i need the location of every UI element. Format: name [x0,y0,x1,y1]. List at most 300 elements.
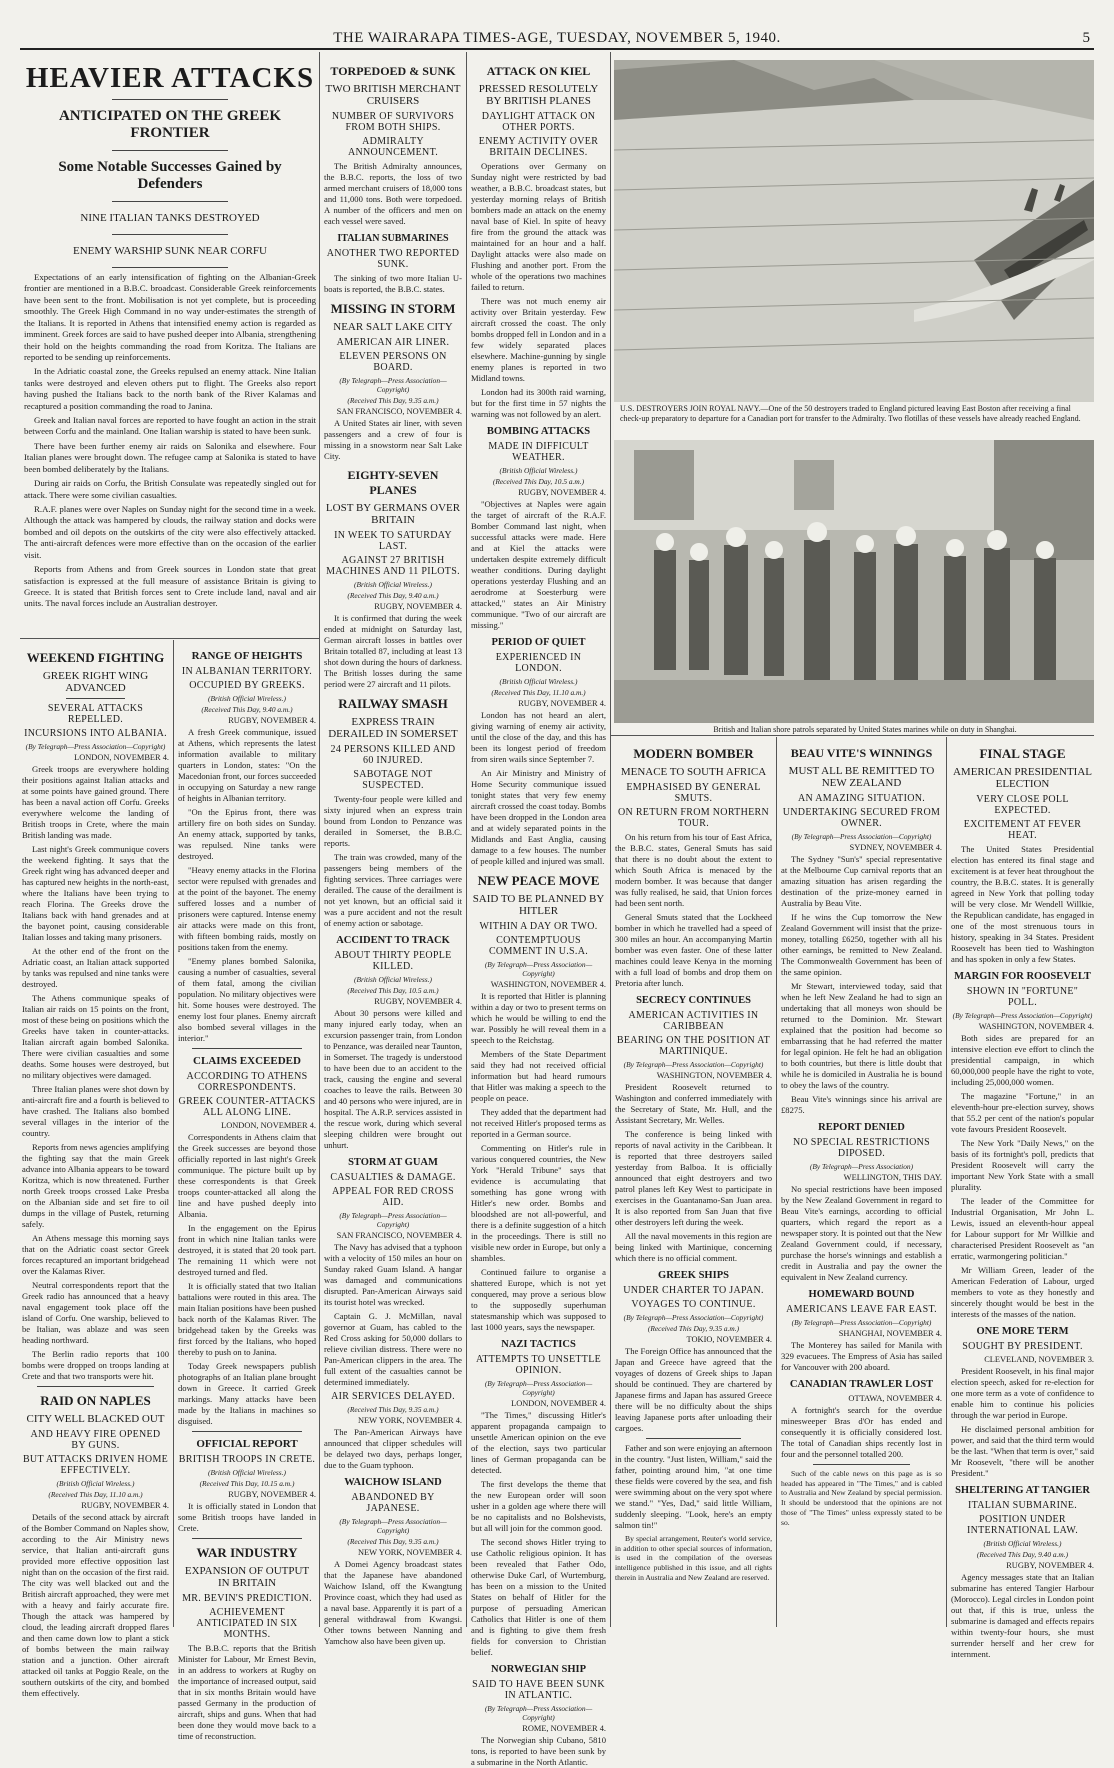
bombing-dateline: RUGBY, NOVEMBER 4. [518,488,606,497]
accident-sub-1: ABOUT THIRTY PEOPLE KILLED. [334,950,452,972]
nazi-body [471,1410,606,1658]
paragraph: Mr William Green, leader of the American Federation of Labour, urged members to vote as they honestly and sincerely thought would be best in the interests of the masses of the nation. [951,1265,1094,1319]
quiet-body [471,710,606,867]
reuter-notice [615,1534,772,1583]
accident-dateline: RUGBY, NOVEMBER 4. [374,997,462,1006]
paragraph: The train was crowded, many of the passengers being members of the fighting services. Three carriages were derailed. The cause of the derailment is not yet known, but an official said it was a pure accident and not the result of enemy action or sabotage. [324,852,462,928]
shanghai-caption: British and Italian shore patrols separated by United States marines while on duty in Shanghai. [713,725,1017,734]
bombing-received: (Received This Day, 10.5 a.m.) [492,477,585,486]
one-more-sub-1: SOUGHT BY PRESIDENT. [962,1341,1083,1352]
guam-credit: (By Telegraph—Press Association—Copyright) [339,1211,447,1229]
paragraph: Reports from news agencies amplifying the fighting say that the main Greek advance into Albania appears to be toward Koritza, which is now threatened. Further north Greek troops crossed Lake Presba on the Albanian side and set fire to oil dumps in the village of Pustek, returning safely. [22,1142,169,1229]
paragraph: "The Times," discussing Hitler's apparent propaganda campaign to unsettle American opinion on the eve of the election, says two particular lines of German propaganda can be detected. [471,1410,606,1475]
tangier-dateline: RUGBY, NOVEMBER 4. [1006,1561,1094,1570]
weekend-sub-1: SEVERAL ATTACKS REPELLED. [47,703,144,725]
railway-headline: RAILWAY SMASH [338,696,448,711]
column-rule [173,640,174,1627]
storm-deck: NEAR SALT LAKE CITY [333,321,453,333]
torpedoed-sub-1: NUMBER OF SURVIVORS FROM BOTH SHIPS. [331,111,455,133]
bomber-body [615,832,772,989]
accident-body [324,1008,462,1151]
homeward-dateline: SHANGHAI, NOVEMBER 4. [838,1329,942,1338]
waichow-headline: WAICHOW ISLAND [344,1477,442,1488]
kiel-sub-1: DAYLIGHT ATTACK ON OTHER PORTS. [481,111,596,133]
paragraph: A United States air liner, with seven passengers and a crew of four is missing in a snowstorm near Salt Lake City. [324,418,462,461]
peace-sub-2: CONTEMPTUOUS COMMENT IN U.S.A. [488,935,589,957]
storm-body [324,418,462,462]
paragraph: It is confirmed that during the week ended at midnight on Saturday last, German aircraft losses in battles over Britain totalled 87, including at least 13 shot down during the hours of darkness. The British losses during the same period were 27 aircraft and 11 pilots. [324,613,462,689]
paragraph: "Heavy enemy attacks in the Florina sector were repulsed with grenades and at the point of the bayonet. The enemy suffered losses and a number of prisoners were captured. Intense enemy air attacks were made on this front, with fifteen bombing raids, mostly on positions taken from the enemy. [178,865,316,952]
divider [37,1386,155,1387]
masthead-title: THE WAIRARAPA TIMES-AGE, TUESDAY, NOVEMBER 5, 1940. [333,30,781,46]
kiel-deck: PRESSED RESOLUTELY BY BRITISH PLANES [478,83,599,107]
winnings-sub-1: AN AMAZING SITUATION. [797,793,926,804]
accident-received: (Received This Day, 10.5 a.m.) [347,986,439,995]
paragraph: Three Italian planes were shot down by anti-aircraft fire and a fourth is believed to have crashed. The Italians also bombed several villages in the interior of the country. [22,1084,169,1138]
claims-dateline: LONDON, NOVEMBER 4. [221,1121,316,1130]
naples-received: (Received This Day, 11.10 a.m.) [48,1490,143,1499]
paragraph: In the engagement on the Epirus front in which nine Italian tanks were destroyed, it is stated that 20 took part. The remaining 11 which were not destroyed turned and fled. [178,1223,316,1277]
lead-subhead: ANTICIPATED ON THE GREEK FRONTIER [58,108,282,141]
war-industry-headline: WAR INDUSTRY [196,1545,298,1560]
paragraph: In the Adriatic coastal zone, the Greeks repulsed an enemy attack. Nine Italian tanks were destroyed and eleven others put to flight. The Greeks also report having pushed the Italians back to the north bank of the River Kalamas and recaptured a position commanding the road to Janina. [24,366,316,411]
paragraph: The leader of the Committee for Industrial Organisation, Mr John L. Lewis, issued an eleventh-hour appeal for Labour support for Mr Willkie and characterised President Roosevelt as "an erratic, warmongering politician." [951,1196,1094,1261]
father-son-item [615,1443,772,1531]
paragraph: President Roosevelt, in his final major election speech, asked for re-election for one more term as a vote of confidence to enable him to continue his policies through the war period in Europe. [951,1366,1094,1420]
paragraph: Details of the second attack by aircraft of the Bomber Command on Naples show, according to the Air Ministry news service, that Italian anti-aircraft guns provided more effective opposition last night than on the occasion of the first raid. The city was well blacked out and the British aircraft approached, they were met with a heavy and fairly accurate fire. Though the attack was hampered by cloud, the leading aircraft dropped flares and then came down low to plant a stick of bombs between the main railway station and a junction. Other aircraft attacked oil tanks at Poggio Reale, on the southern outskirts of the city, and bombed them effectively. [22,1512,169,1698]
paragraph: They added that the department had not received Hitler's proposed terms as reported in a German source. [471,1107,606,1139]
guam-headline: STORM AT GUAM [348,1157,438,1168]
submarines-sub-1: ANOTHER TWO REPORTED SUNK. [326,248,460,270]
winnings-credit: (By Telegraph—Press Association—Copyright) [791,832,932,841]
war-industry-body [178,1643,316,1742]
paragraph: No special restrictions have been imposed by the New Zealand Government in regard to Beau Vite's earnings, according to official quarters, which regard the report as a newspaper story. It is pointed out that the New Zealand Government could, if necessary, purchase the horse's winnings and establish a credit in Australia and pay the owner the equivalent in New Zealand currency. [781,1184,942,1282]
quiet-sub-1: EXPERIENCED IN LONDON. [495,652,582,674]
paragraph: An Athens message this morning says that on the Adriatic coast sector Greek forces recaptured an important bridgehead over the Kalamas River. [22,1233,169,1276]
divider [192,1048,302,1049]
divider [112,234,229,235]
paragraph: Captain G. J. McMillan, naval governor at Guam, has cabled to the Red Cross asking for 50,000 dollars to relieve civilian distress. There were no Pan-American clippers in the area. The full extent of the casualties cannot be determined immediately. [324,1311,462,1387]
paragraph: The conference is being linked with reports of naval activity in the Caribbean. It is reported that three destroyers sailed yesterday from Balboa. It is officially announced that eight destroyers and two patrol planes left Key West to participate in exercises in the Guantanamo-San Juan area. It is also reported from San Juan that five other destroyers left during the week. [615,1129,772,1227]
kiel-headline: ATTACK ON KIEL [486,64,591,78]
waichow-sub-1: ABANDONED BY JAPANESE. [351,1492,435,1514]
greek-ships-received: (Received This Day, 9.35 a.m.) [647,1324,740,1333]
tangier-received: (Received This Day, 9.40 a.m.) [976,1550,1069,1559]
paragraph: Neutral correspondents report that the Greek radio has announced that a heavy naval engagement took place off the island of Corfu. One warship, believed to be Italian, was ablaze and was seen heading northward. [22,1280,169,1345]
norwegian-sub-1: SAID TO HAVE BEEN SUNK IN ATLANTIC. [472,1679,605,1701]
divider [813,1464,910,1465]
paragraph: The Norwegian ship Cubano, 5810 tons, is reported to have been sunk by a submarine in the North Atlantic. [471,1735,606,1767]
divider [112,99,229,100]
naples-dateline: RUGBY, NOVEMBER 4. [81,1501,169,1510]
secrecy-sub-2: BEARING ON THE POSITION AT MARTINIQUE. [616,1035,771,1057]
homeward-body [781,1340,942,1373]
column-rule [610,52,611,1627]
claims-sub-2: GREEK COUNTER-ATTACKS ALL ALONG LINE. [178,1096,316,1118]
destroyer-caption: U.S. DESTROYERS JOIN ROYAL NAVY.—One of the 50 destroyers traded to England pictured leaving East Boston after receiving a final check-up preparatory to departure for a Canadian port for transfer to the Admiralty. Two flotillas of these vessels have already reached England. [620,404,1081,423]
war-industry-sub-2: ACHIEVEMENT ANTICIPATED IN SIX MONTHS. [196,1607,298,1640]
page-number: 5 [1082,30,1090,46]
naples-headline: RAID ON NAPLES [40,1393,151,1408]
paragraph: On his return from his tour of East Africa, the B.B.C. states, General Smuts has said that there is no doubt about the extent to which South Africa is menaced by the modern bomber. It was because that danger was fully realised, he said, that Union forces had been sent north. [615,832,772,908]
paragraph: Father and son were enjoying an afternoon in the country. "Just listen, William," said the father, pointing around him, "at one time these fields were covered by the sea, and fish were swimming about on the very spot where we stand." "Yes, Dad," said little William, suddenly sleeping. "Look, here's an empty salmon tin!" [615,1443,773,1530]
air-services-body [324,1427,462,1471]
range-dateline: RUGBY, NOVEMBER 4. [228,716,316,725]
bomber-deck: MENACE TO SOUTH AFRICA [620,766,767,778]
official-body [178,1501,316,1534]
peace-headline: NEW PEACE MOVE [477,873,600,888]
paragraph: About 30 persons were killed and many injured early today, when an excursion passenger train, from London to Penzance, was derailed near Taunton, in Somerset. The tragedy is understood to have been due to an accident to the track, causing the engine and several coaches to leave the rails. Between 30 and 40 persons who were injured, are in hospital. The A.R.P. services assisted in the rescue work, during which several sleeping children were brought out unhurt. [324,1008,462,1150]
report-denied-body [781,1184,942,1283]
naples-body [22,1512,169,1699]
lead-story [24,54,316,634]
naples-deck: CITY WELL BLACKED OUT [26,1413,165,1425]
submarines-headline: ITALIAN SUBMARINES [337,233,449,244]
official-dateline: RUGBY, NOVEMBER 4. [228,1490,316,1499]
paragraph: The Berlin radio reports that 100 bombs were dropped on troops landing at Crete and that two transports were hit. [22,1349,169,1381]
bombing-body [471,499,606,631]
storm-dateline: SAN FRANCISCO, NOVEMBER 4. [336,407,462,416]
claims-sub-1: ACCORDING TO ATHENS CORRESPONDENTS. [186,1071,308,1093]
one-more-body [951,1366,1094,1479]
column-bomber [615,740,772,1626]
column-rule [946,737,947,1627]
planes-credit: (British Official Wireless.) [354,580,432,589]
paragraph: The United States Presidential election has entered its final stage and excitement is at fever heat throughout the country, the B.B.C. states. It is generally agreed in New York that polling today will be very close. Mr Wendell Willkie, the Republican candidate, has engaged in one of the most strenuous tours in history, speaking in 34 States. President Roosevelt has been tied to Washington and has spoken in only a few States. [951,844,1094,964]
secrecy-dateline: WASHINGTON, NOVEMBER 4. [656,1071,772,1080]
bombing-sub-1: MADE IN DIFFICULT WEATHER. [488,441,589,463]
one-more-dateline: CLEVELAND, NOVEMBER 3. [984,1355,1094,1364]
war-industry-sub-1: MR. BEVIN'S PREDICTION. [182,1593,312,1604]
paragraph: There was not much enemy air activity over Britain yesterday. Few aircraft crossed the coast. The only bombs dropped fell in London and in a few widely separated places elsewhere. Machine-gunning by single enemy planes is reported in two Midland towns. [471,296,606,383]
bombing-credit: (British Official Wireless.) [499,466,578,475]
bombing-headline: BOMBING ATTACKS [486,426,591,437]
planes-dateline: RUGBY, NOVEMBER 4. [374,602,462,611]
paragraph: An Air Ministry and Ministry of Home Security communique issued tonight states that very few enemy aircraft crossed the coast today. Bombs have been dropped in the London area and at widely separated points in the Midlands and East Anglia, causing damage to a few houses. The number of people killed and injured was small. [471,768,606,866]
storm-sub-2: ELEVEN PERSONS ON BOARD. [339,351,447,373]
margin-body [951,1033,1094,1320]
official-credit: (British Official Wireless.) [208,1468,286,1477]
paragraph: Mr Stewart, interviewed today, said that when he left New Zealand he had to sign an undertaking that all moneys won should be returned to the Dominion. Mr. Stewart explained that the position had become so embarrassing that he had referred the matter for legal opinion. He felt he had an obligation to both countries, but there is little doubt that while he is domiciled in Australia he is bound to obey the laws of the country. [781,981,942,1090]
paragraph: The Sydney "Sun's" special representative at the Melbourne Cup carnival reports that an amazing situation has arisen regarding the destination of the prize-money earned in Australia by Beau Vite. [781,854,942,908]
divider [112,267,229,268]
column-rule [466,52,467,1627]
paragraph: Continued failure to organise a shattered Europe, which is not yet conquered, may prove a serious blow to the supposedly superhuman statesmanship which was supposed to last 1000 years, says the newspaper. [471,1267,606,1332]
divider [646,1438,740,1439]
peace-credit: (By Telegraph—Press Association—Copyright) [484,960,593,978]
trawler-body [781,1405,942,1460]
shanghai-image [614,440,1094,723]
secrecy-credit: (By Telegraph—Press Association—Copyright) [623,1060,764,1069]
report-denied-dateline: WELLINGTON, THIS DAY. [843,1173,942,1182]
war-industry-deck: EXPANSION OF OUTPUT IN BRITAIN [184,1565,310,1589]
divider [66,698,125,699]
divider [112,150,229,151]
nazi-credit: (By Telegraph—Press Association—Copyright) [484,1379,593,1397]
range-sub-1: IN ALBANIAN TERRITORY. [181,666,313,677]
paragraph: Agency messages state that an Italian submarine has entered Tangier Harbour (Morocco). Legal circles in London point out that, if this is true, unless the submarine is damaged and effects repairs within twenty-four hours, she must surrender herself and her crew for internment. [951,1572,1094,1659]
column-rule [776,737,777,1627]
naples-credit: (British Official Wireless.) [56,1479,135,1488]
paragraph: The magazine "Fortune," in an eleventh-hour pre-election survey, shows that 55.2 per cent of the nation's popular vote favours President Roosevelt. [951,1091,1094,1134]
greek-ships-sub-2: VOYAGES TO CONTINUE. [631,1299,756,1310]
final-stage-headline: FINAL STAGE [979,746,1066,761]
kiel-body [471,161,606,420]
paragraph: The Pan-American Airways have announced that clipper schedules will be delayed two days, perhaps longer, due to the Guam typhoon. [324,1427,462,1470]
paragraph: Beau Vite's winnings since his arrival are £8275. [781,1094,942,1115]
paragraph: It is officially stated in London that some British troops have landed in Crete. [178,1501,316,1533]
paragraph: London had its 300th raid warning, but for the first time in 57 nights the warning was not followed by an alert. [471,387,606,419]
storm-received: (Received This Day, 9.35 a.m.) [347,396,439,405]
naples-sub-2: BUT ATTACKS DRIVEN HOME EFFECTIVELY. [22,1454,169,1476]
bomber-headline: MODERN BOMBER [633,746,754,761]
paragraph: It is reported that Hitler is planning within a day or two to present terms on which he would be willing to end the war. Possibly he will reveal them in a speech to the Reichstag. [471,991,606,1045]
paragraph: The sinking of two more Italian U-boats is reported, the B.B.C. states. [324,273,462,294]
paragraph: At the other end of the front on the Adriatic coast, an Italian attack supported by tanks was repulsed and nine tanks were destroyed. [22,946,169,989]
margin-dateline: WASHINGTON, NOVEMBER 4. [978,1022,1094,1031]
paragraph: It is officially stated that two Italian battalions were routed in this area. The main Italian positions have been pushed back north of the Kalamas River. The bridgehead taken by the Greeks was first forced by the Italians, who hoped thereby to push on to Janina. [178,1281,316,1357]
bomber-sub-2: ON RETURN FROM NORTHERN TOUR. [617,807,770,829]
column-rule [319,52,320,1627]
weekend-credit: (By Telegraph—Press Association—Copyright) [25,742,166,751]
tangier-credit: (British Official Wireless.) [983,1539,1062,1548]
final-stage-sub-1: VERY CLOSE POLL EXPECTED. [976,794,1069,816]
lead-headline: HEAVIER ATTACKS [25,62,315,94]
paragraph: A fresh Greek communique, issued at Athens, which represents the latest information available to military quarters in London, states: "On the Macedonian front, our forces succeeded in occupying on Saturday a new range of heights in Albanian territory. [178,727,316,803]
range-headline: RANGE OF HEIGHTS [191,650,303,662]
paragraph: Expectations of an early intensification of fighting on the Albanian-Greek frontier are mentioned in a B.B.C. broadcast. Considerable Greek reinforcements have been sent to the front. Mobilisation is not yet complete, but is proceeding smoothly. The Greek High Command in no way under-estimates the strength of the Italians. It is reported in Athens that intensified enemy action is regarded as imminent. Greek forces are said to have pushed deeper into Albania, strengthening their hold on the heights commanding the road from Koritza. The Italians are reported to be sending up reinforcements. [24,272,316,362]
divider [192,1538,302,1539]
report-denied-credit: (By Telegraph—Press Association) [809,1162,914,1171]
tangier-headline: SHELTERING AT TANGIER [955,1485,1090,1496]
paragraph: "Enemy planes bombed Salonika, causing a number of casualties, several of them fatal, among the civilian population. No military objectives were hit. Some houses were destroyed. The enemy lost four planes. Enemy aircraft also bombed several villages in the interior." [178,956,316,1043]
margin-credit: (By Telegraph—Press Association—Copyright) [952,1011,1093,1020]
guam-body [324,1242,462,1388]
accident-credit: (British Official Wireless.) [354,975,432,984]
railway-sub-2: SABOTAGE NOT SUSPECTED. [353,769,433,791]
paragraph: Members of the State Department said they had not received official information but had heard rumours that Hitler was making a speech to the people on peace. [471,1049,606,1103]
winnings-deck: MUST ALL BE REMITTED TO NEW ZEALAND [788,765,935,789]
peace-deck: SAID TO BE PLANNED BY HITLER [472,893,605,917]
winnings-body [781,854,942,1116]
accident-headline: ACCIDENT TO TRACK [336,935,450,946]
tangier-sub-1: ITALIAN SUBMARINE. [967,1500,1078,1511]
torpedoed-body [324,161,462,227]
greek-ships-credit: (By Telegraph—Press Association—Copyright) [623,1313,764,1322]
planes-sub-1: IN WEEK TO SATURDAY LAST. [334,530,452,552]
planes-received: (Received This Day, 9.40 a.m.) [347,591,439,600]
secrecy-body [615,1082,772,1264]
claims-body [178,1132,316,1427]
lead-bank-1: NINE ITALIAN TANKS DESTROYED [80,212,260,224]
weekend-deck: GREEK RIGHT WING ADVANCED [42,670,149,694]
norwegian-dateline: ROME, NOVEMBER 4. [522,1724,606,1733]
paragraph: The B.B.C. reports that the British Minister for Labour, Mr Ernest Bevin, in an address to workers at Rugby on the importance of increased output, said that in six months Britain would have passed Germany in the production of aircraft, ships and guns. When that had been done they would move back to a time of reconstruction. [178,1643,316,1741]
paragraph: During air raids on Corfu, the British Consulate was repeatedly singled out for attack. There were some civilian casualties. [24,478,316,500]
planes-sub-2: AGAINST 27 BRITISH MACHINES AND 11 PILOTS. [326,555,460,577]
paragraph: "On the Epirus front, there was artillery fire on both sides on Sunday. An enemy attack, supported by tanks, was repulsed. Nine tanks were destroyed. [178,807,316,861]
paragraph: By special arrangement, Reuter's world service, in addition to other special sources of information, is used in the compilation of the overseas intelligence published in this issue, and all rights therein in Australia and New Zealand are reserved. [615,1534,772,1582]
quiet-dateline: RUGBY, NOVEMBER 4. [518,699,606,708]
divider [112,201,229,202]
air-services-headline: AIR SERVICES DELAYED. [331,1391,455,1402]
paragraph: The Foreign Office has announced that the Japan and Greece have agreed that the voyages of dozens of Greek ships to Japan should be continued. They are chartered by Japanese firms and Japan has assured Greece there will be no difficulty about the ships leaving Japanese ports after unloading their cargoes. [615,1346,772,1433]
official-received: (Received This Day, 10.15 a.m.) [199,1479,295,1488]
final-stage-sub-2: EXCITEMENT AT FEVER HEAT. [963,819,1082,841]
winnings-headline: BEAU VITE'S WINNINGS [790,746,933,760]
storm-credit: (By Telegraph—Press Association—Copyright) [339,376,447,394]
homeward-credit: (By Telegraph—Press Association—Copyright) [791,1318,932,1327]
range-body [178,727,316,1044]
greek-ships-dateline: TOKIO, NOVEMBER 4. [686,1335,772,1344]
official-sub-1: BRITISH TROOPS IN CRETE. [178,1454,316,1465]
norwegian-headline: NORWEGIAN SHIP [490,1664,587,1675]
official-headline: OFFICIAL REPORT [196,1438,298,1450]
paragraph: Both sides are prepared for an intensive election eve effort to clinch the presidential campaign, in which 60,000,000 people have the right to vote, including 25,000,000 women. [951,1033,1094,1087]
peace-dateline: WASHINGTON, NOVEMBER 4. [490,980,606,989]
paragraph: R.A.F. planes were over Naples on Sunday night for the second time in a week. Although the attack was hampered by clouds, the railway station and docks were bombed and oil depots on the outskirts of the city were also effectively attacked. The anti-aircraft defences were more effective than on the occasion of the earlier visit. [24,504,316,560]
paragraph: General Smuts stated that the Lockheed bomber in which he travelled had a speed of 300 miles an hour. An accompanying Martin bomber was even faster. One of these latter machines could leave Kenya in the morning with a full load of bombs and drop them on Pretoria after lunch. [615,912,772,988]
paragraph: Last night's Greek communique covers the weekend fighting. It says that the Greek right wing has advanced deeper and has captured new heights in the north-east, where the Italians have been trying to reach Florina. The Greeks drove the Italians back with hand grenades and at the bayonet point, causing considerable Italian losses and taking many prisoners. [22,844,169,942]
paragraph: Such of the cable news on this page as is so headed has appeared in "The Times," and is cabled to Australia and New Zealand by special permission. It should be understood that the opinions are not those of "The Times" unless expressly stated to be so. [781,1469,942,1527]
homeward-sub-1: AMERICANS LEAVE FAR EAST. [786,1304,937,1315]
peace-body [471,991,606,1333]
air-services-received: (Received This Day, 9.35 a.m.) [347,1405,439,1414]
paragraph: Operations over Germany on Sunday night were restricted by bad weather, a B.B.C. broadcast states, but yesterday morning relays of British bombers made an attack on the enemy naval base of Kiel. In spite of heavy fire from the ground the attack was maintained for an hour and a half. Daylight attacks were also made on Flushing and another port. From the whole of the operations two machines failed to return. [471,161,606,292]
paragraph: The British Admiralty announces, the B.B.C. reports, the loss of two armed merchant cruisers of 18,000 tons and 11,000 tons. Both were torpedoed. A number of the officers and men on each vessel were saved. [324,161,462,226]
column-winnings [781,740,942,1626]
margin-headline: MARGIN FOR ROOSEVELT [954,971,1091,982]
final-stage-body [951,844,1094,965]
paragraph: Commenting on Hitler's rule in various conquered countries, the New York "Herald Tribune" says that evidence is accumulating that something has gone wrong with Hitler's new order. Bombs and bloodshed are not all-powerful, and there is a definite suggestion of a hitch in the proceedings. There is still no visible new order in Europe, but only a shambles. [471,1143,606,1263]
column-weekend [22,644,169,1698]
greek-ships-sub-1: UNDER CHARTER TO JAPAN. [623,1285,764,1296]
guam-sub-1: APPEAL FOR RED CROSS AID. [331,1186,455,1208]
paragraph: He disclaimed personal ambition for power, and said that the third term would be the last. "When that term is over," said Mr Roosevelt, "there will be another President." [951,1424,1094,1478]
paragraph: Greek and Italian naval forces are reported to have fought an action in the strait between Corfu and the mainland. One Italian warship is stated to have been sunk. [24,415,316,437]
peace-sub-1: WITHIN A DAY OR TWO. [479,921,598,932]
paragraph: Correspondents in Athens claim that the Greek successes are beyond those officially reported in last night's Greek communique. The picture built up by these correspondents is that Greek troops counter-attacked all along the line and have pushed deeply into Albania. [178,1132,316,1219]
paragraph: Twenty-four people were killed and sixty injured when an express train bound from London to Penzance was derailed in Somerset, the B.B.C. reports. [324,794,462,848]
paragraph: The first develops the theme that the new European order will soon usher in a golden age where there will be no capitalists and no Bolshevists, but all will join for the common good. [471,1479,606,1533]
section-rule [611,735,1094,736]
planes-headline: EIGHTY-SEVEN PLANES [347,468,439,497]
guam-dateline: SAN FRANCISCO, NOVEMBER 4. [336,1231,462,1240]
quiet-received: (Received This Day, 11.10 a.m.) [491,688,586,697]
storm-sub-1: AMERICAN AIR LINER. [336,337,450,348]
norwegian-credit: (By Telegraph—Press Association—Copyright) [484,1704,593,1722]
norwegian-body [471,1735,606,1768]
paragraph: Greek troops are everywhere holding their positions against Italian attacks and at some points have gained ground. There has been a naval action off Corfu. Greeks everywhere welcome the landing of British troops in Crete, where the main British landing was made. [22,764,169,840]
paragraph: A Domei Agency broadcast states that the Japanese have abandoned Waichow Island, off the Kwangtung Province coast, which they had used as a naval base. Apparently it is part of a general withdrawal from Kwangsi. Other towns between Nanning and Yamchow also have been given up. [324,1559,462,1646]
destroyer-photo [614,60,1094,402]
planes-body [324,613,462,690]
nazi-dateline: LONDON, NOVEMBER 4. [511,1399,606,1408]
torpedoed-deck: TWO BRITISH MERCHANT CRUISERS [325,83,461,107]
homeward-headline: HOMEWARD BOUND [808,1289,915,1300]
lead-deck: Some Notable Successes Gained by Defenders [58,159,282,192]
report-denied-headline: REPORT DENIED [818,1122,905,1133]
weekend-sub-2: INCURSIONS INTO ALBANIA. [24,728,167,739]
claims-headline: CLAIMS EXCEEDED [193,1055,301,1067]
paragraph: President Roosevelt returned to Washington and conferred immediately with the Secretary of State, Mr. Hull, and the Assistant Secretary, Mr. Welles. [615,1082,772,1125]
weekend-dateline: LONDON, NOVEMBER 4. [74,753,169,762]
lead-body [24,272,316,610]
secrecy-headline: SECRECY CONTINUES [636,995,751,1006]
destroyer-image [614,60,1094,402]
tangier-sub-2: POSITION UNDER INTERNATIONAL LAW. [966,1514,1079,1536]
margin-sub-1: SHOWN IN "FORTUNE" POLL. [966,986,1079,1008]
paragraph: There have been further enemy air raids on Salonika and elsewhere. Four Italian planes were brought down. The refugee camp at Salonika is stated to have been bombed deliberately by the Italians. [24,440,316,474]
paragraph: The Navy has advised that a typhoon with a velocity of 150 miles an hour on Sunday raked Guam Island. A hangar was damaged and communications disrupted. Pan-American Airways said its tourist hotel was wrecked. [324,1242,462,1307]
quiet-headline: PERIOD OF QUIET [491,637,586,648]
waichow-received: (Received This Day, 9.35 a.m.) [347,1537,439,1546]
kiel-sub-2: ENEMY ACTIVITY OVER BRITAIN DECLINES. [478,136,599,158]
tangier-body [951,1572,1094,1660]
bomber-sub-1: EMPHASISED BY GENERAL SMUTS. [626,782,761,804]
lead-bank-2: ENEMY WARSHIP SUNK NEAR CORFU [73,245,267,257]
final-stage-deck: AMERICAN PRESIDENTIAL ELECTION [952,766,1093,790]
paragraph: The second shows Hitler trying to use Catholic religious opinion. It has been revealed that Father Odo, otherwise Duke Carl, of Wurtemburg, has been on a mission to the United States on behalf of Hitler for the purpose of persuading American Catholics that Hitler is one of them and is fighting to give them fresh fields for conversion to Christian belief. [471,1537,606,1657]
column-torpedoed [324,56,462,1646]
divider [192,1431,302,1432]
torpedoed-sub-2: ADMIRALTY ANNOUNCEMENT. [347,136,439,158]
railway-sub-1: 24 PERSONS KILLED AND 60 INJURED. [330,744,456,766]
paragraph: The New York "Daily News," on the basis of its fortnight's poll, predicts that President Roosevelt will carry the important New York State with a small plurality. [951,1138,1094,1192]
report-denied-sub-1: NO SPECIAL RESTRICTIONS DIPOSED. [792,1137,931,1159]
paragraph: The Athens communique speaks of Italian air raids on 15 points on the front, most of these being on positions which the Greeks have taken in counter-attacks. Italian aircraft again bombed Salonika. There were civilian casualties and some deaths. Some houses were destroyed, but no military objectives were damaged. [22,993,169,1080]
section-rule [20,638,319,639]
nazi-headline: NAZI TACTICS [501,1339,576,1350]
trawler-dateline: OTTAWA, NOVEMBER 4. [848,1394,942,1403]
naples-sub-1: AND HEAVY FIRE OPENED BY GUNS. [30,1429,161,1451]
railway-body [324,794,462,929]
torpedoed-headline: TORPEDOED & SUNK [330,64,456,78]
shanghai-photo [614,440,1094,723]
paragraph: London has not heard an alert, giving warning of enemy air activity, until the close of the day, and this has been its longest period of freedom from siren wails since September 7. [471,710,606,764]
one-more-headline: ONE MORE TERM [976,1326,1069,1337]
paragraph: A fortnight's search for the overdue minesweeper Bras d'Or has ended and consequently it is officially considered lost. The total of Canadian ships recently lost in four and the personnel totalled 200. [781,1405,942,1459]
guam-deck: CASUALTIES & DAMAGE. [330,1172,456,1183]
range-credit: (British Official Wireless.) [208,694,286,703]
railway-deck: EXPRESS TRAIN DERAILED IN SOMERSET [328,716,458,740]
paragraph: Reports from Athens and from Greek sources in London state that great satisfaction is expressed at the full measure of assistance Britain is giving to Greece. It is stated that British forces sent to Crete include land, naval and air units. The naval forces include an Australian destroyer. [24,564,316,609]
quiet-credit: (British Official Wireless.) [499,677,578,686]
weekend-headline: WEEKEND FIGHTING [26,650,165,665]
waichow-credit: (By Telegraph—Press Association—Copyright) [339,1517,447,1535]
storm-headline: MISSING IN STORM [330,301,456,316]
paragraph: The Monterey has sailed for Manila with 329 evacuees. The Empress of Asia has sailed for Vancouver with 200 aboard. [781,1340,942,1372]
times-notice [781,1469,942,1527]
nazi-sub-1: ATTEMPTS TO UNSETTLE OPINION. [475,1354,602,1376]
paragraph: "Objectives at Naples were again the target of aircraft of the R.A.F. Bomber Command last night, when successful attacks were made. Here and at Kiel the attacks were undertaken despite extremely difficult weather conditions. During daylight operations yesterday Flushing and an aerodrome at Soesterburg were attacked," states an Air Ministry communique. "Two of our aircraft are missing." [471,499,606,630]
greek-ships-body [615,1346,772,1434]
greek-ships-headline: GREEK SHIPS [658,1270,729,1281]
secrecy-sub-1: AMERICAN ACTIVITIES IN CARIBBEAN [628,1010,759,1032]
range-sub-2: OCCUPIED BY GREEKS. [189,680,305,691]
waichow-dateline: NEW YORK, NOVEMBER 4. [358,1548,462,1557]
paragraph: If he wins the Cup tomorrow the New Zealand Government will insist that the prize-money, totalling £6250, together with all his other earnings, be remitted to New Zealand. The Commonwealth Government has been of the same opinion. [781,912,942,977]
column-range [178,644,316,1741]
range-received: (Received This Day, 9.40 a.m.) [201,705,293,714]
paragraph: All the naval movements in this region are being linked with Martinique, concerning which there is no official comment. [615,1231,772,1263]
planes-deck: LOST BY GERMANS OVER BRITAIN [325,502,461,526]
masthead [20,28,1094,50]
submarines-body [324,273,462,295]
column-final-stage [951,740,1094,1659]
column-kiel [471,56,606,1767]
weekend-body [22,764,169,1382]
